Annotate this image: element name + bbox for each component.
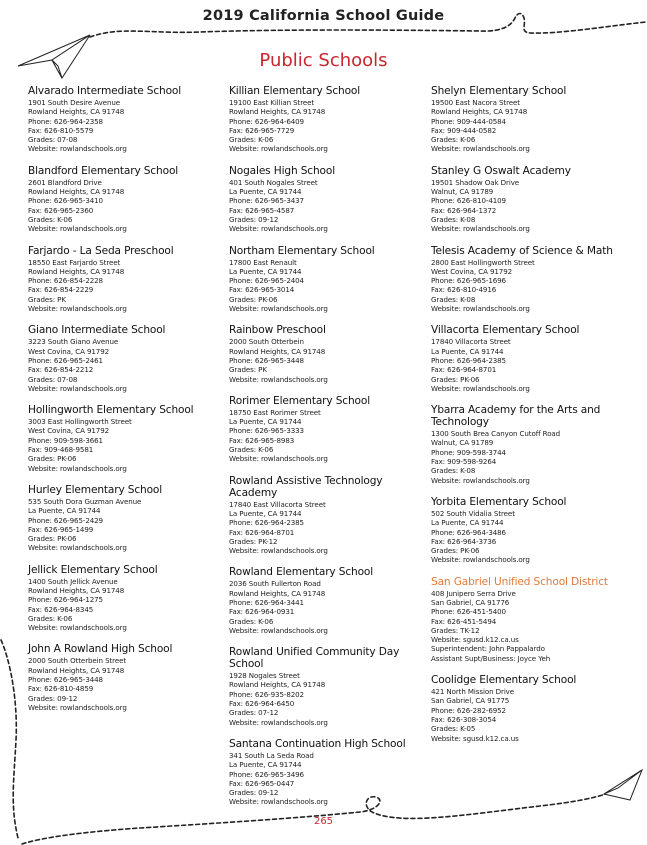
- school-detail-line: Phone: 626-965-2429: [28, 515, 103, 525]
- school-detail-line: 17840 Villacorta Street: [431, 337, 511, 347]
- school-name: Shelyn Elementary School: [431, 85, 567, 97]
- guide-title: 2019 California School Guide: [202, 8, 445, 24]
- school-detail-line: Phone: 626-965-3448: [28, 675, 103, 685]
- school-detail-line: Grades: 07-08: [28, 135, 78, 145]
- school-name: Jellick Elementary School: [28, 563, 158, 576]
- school-detail-line: San Gabriel, CA 91776: [431, 597, 510, 607]
- school-name: Rorimer Elementary School: [229, 394, 370, 407]
- school-detail-line: Fax: 626-964-1372: [431, 205, 497, 215]
- school-detail-line: 1928 Nogales Street: [229, 671, 300, 681]
- school-detail-line: Rowland Heights, CA 91748: [229, 346, 326, 356]
- school-detail-line: Website: rowlandschools.org: [431, 475, 530, 485]
- school-detail-line: Website: rowlandschools.org: [28, 383, 127, 393]
- school-detail-line: Website: rowlandschools.org: [229, 454, 328, 464]
- school-detail-line: 18750 East Rorimer Street: [229, 407, 321, 417]
- school-detail-line: Phone: 626-964-1275: [28, 595, 103, 605]
- school-detail-line: Website: rowlandschools.org: [28, 304, 127, 314]
- school-detail-line: 401 South Nogales Street: [229, 177, 318, 187]
- school-detail-line: Phone: 626-965-3333: [229, 426, 304, 436]
- school-detail-line: La Puente, CA 91744: [229, 508, 302, 518]
- school-name: Santana Continuation High School: [229, 737, 406, 750]
- school-name: Telesis Academy of Science & Math: [431, 244, 613, 257]
- school-detail-line: Walnut, CA 91789: [431, 438, 494, 448]
- school-detail-line: Phone: 626-964-3486: [431, 527, 506, 537]
- school-listing: [431, 674, 631, 743]
- school-detail-line: Fax: 626-965-4587: [229, 205, 295, 215]
- school-detail-line: Grades: PK-06: [28, 534, 77, 544]
- school-detail-line: Phone: 626-854-2228: [28, 276, 103, 286]
- school-detail-line: Website: rowlandschools.org: [28, 463, 127, 473]
- school-name: Nogales High School: [229, 164, 336, 177]
- school-detail-line: Grades: PK: [229, 365, 267, 375]
- school-detail-line: Fax: 626-964-3736: [431, 536, 497, 546]
- school-detail-line: Fax: 626-964-8701: [431, 365, 497, 375]
- school-detail-line: La Puente, CA 91744: [229, 417, 302, 427]
- school-detail-line: Website: rowlandschools.org: [28, 224, 127, 234]
- school-detail-line: Phone: 626-965-3496: [229, 769, 304, 779]
- school-detail-line: West Covina, CA 91792: [28, 346, 110, 356]
- school-detail-line: Website: rowlandschools.org: [229, 797, 328, 807]
- school-detail-line: 18550 East Farjardo Street: [28, 257, 121, 267]
- school-listing: [229, 738, 424, 807]
- school-detail-line: La Puente, CA 91744: [229, 760, 302, 770]
- school-detail-line: Fax: 626-965-0447: [229, 778, 295, 788]
- school-detail-line: Phone: 626-965-3448: [229, 355, 304, 365]
- school-detail-line: Fax: 626-965-3014: [229, 285, 295, 295]
- school-detail-line: Fax: 626-964-0931: [229, 607, 295, 617]
- school-column-2: [229, 85, 424, 818]
- school-detail-line: Phone: 909-598-3661: [28, 435, 103, 445]
- school-detail-line: Grades: K-05: [431, 724, 476, 734]
- school-detail-line: Fax: 626-965-1499: [28, 524, 94, 534]
- school-detail-line: Fax: 626-965-7729: [229, 125, 295, 135]
- school-detail-line: Phone: 909-444-0584: [431, 116, 506, 126]
- school-detail-line: 1901 South Desire Avenue: [28, 98, 121, 107]
- school-detail-line: Website: rowlandschools.org: [28, 543, 127, 553]
- school-detail-line: Phone: 626-282-6952: [431, 705, 506, 715]
- district-name: San Gabriel Unified School District: [431, 575, 608, 588]
- school-detail-line: Website: rowlandschools.org: [431, 144, 530, 154]
- school-detail-line: 1300 South Brea Canyon Cutoff Road: [431, 429, 561, 439]
- school-listing: [28, 245, 223, 314]
- school-listing: [229, 646, 424, 727]
- school-name: Rowland Unified Community Day School: [229, 646, 400, 671]
- school-name: Yorbita Elementary School: [431, 495, 567, 508]
- school-detail-line: Fax: 626-854-2229: [28, 285, 94, 295]
- school-detail-line: 3003 East Hollingworth Street: [28, 417, 132, 427]
- school-detail-line: Website: rowlandschools.org: [28, 623, 127, 633]
- school-detail-line: Fax: 626-451-5494: [431, 616, 497, 626]
- school-detail-line: Fax: 626-964-6450: [229, 699, 295, 709]
- school-detail-line: La Puente, CA 91744: [431, 518, 504, 528]
- school-listing: [28, 404, 223, 473]
- school-detail-line: Website: rowlandschools.org: [431, 304, 530, 314]
- school-detail-line: Phone: 626-935-8202: [229, 689, 304, 699]
- school-detail-line: Grades: PK-06: [431, 546, 480, 556]
- school-detail-line: Phone: 626-964-3441: [229, 597, 304, 607]
- school-detail-line: West Covina, CA 91792: [28, 426, 110, 436]
- school-name: Northam Elementary School: [229, 244, 375, 257]
- school-detail-line: Grades: PK-06: [28, 454, 77, 464]
- school-listing: [431, 324, 631, 393]
- school-detail-line: Website: rowlandschools.org: [431, 383, 530, 393]
- school-name: Rainbow Preschool: [229, 324, 326, 337]
- school-detail-line: Grades: 07-12: [229, 708, 279, 718]
- school-detail-line: Website: rowlandschools.org: [28, 702, 127, 712]
- school-detail-line: Rowland Heights, CA 91748: [28, 266, 125, 276]
- school-listing: [431, 496, 631, 565]
- school-detail-line: Rowland Heights, CA 91748: [229, 680, 326, 690]
- school-detail-line: Website: sgusd.k12.ca.us: [431, 635, 519, 645]
- school-detail-line: Grades: K-08: [431, 294, 476, 304]
- school-name: Farjardo - La Seda Preschool: [28, 244, 174, 257]
- school-name: Stanley G Oswalt Academy: [431, 164, 571, 177]
- school-detail-line: Website: rowlandschools.org: [431, 224, 530, 234]
- school-detail-line: Phone: 626-965-3410: [28, 196, 103, 206]
- school-listing: [28, 484, 223, 553]
- school-detail-line: Grades: PK-06: [431, 374, 480, 384]
- school-detail-line: Grades: K-06: [28, 613, 73, 623]
- school-detail-line: Rowland Heights, CA 91748: [28, 665, 125, 675]
- school-listing: [229, 475, 424, 556]
- school-detail-line: 2036 South Fullerton Road: [229, 579, 321, 589]
- school-detail-line: Walnut, CA 91789: [431, 187, 494, 197]
- school-detail-line: Website: rowlandschools.org: [229, 374, 328, 384]
- school-detail-line: Phone: 909-598-3744: [431, 447, 506, 457]
- school-name: Rowland Assistive Technology Academy: [229, 474, 383, 499]
- school-detail-line: Phone: 626-964-2385: [431, 355, 506, 365]
- school-detail-line: La Puente, CA 91744: [28, 506, 101, 516]
- school-listing: [229, 324, 424, 383]
- school-listing: [28, 165, 223, 234]
- school-detail-line: 3223 South Giano Avenue: [28, 337, 119, 347]
- school-detail-line: Grades: 09-12: [229, 214, 279, 224]
- school-detail-line: Fax: 909-598-9264: [431, 457, 497, 467]
- school-detail-line: Website: rowlandschools.org: [229, 717, 328, 727]
- school-detail-line: Website: rowlandschools.org: [28, 144, 127, 154]
- school-detail-line: Grades: 07-08: [28, 374, 78, 384]
- school-detail-line: Fax: 626-964-8345: [28, 604, 94, 614]
- school-listing: [229, 85, 424, 154]
- school-column-3: [431, 85, 631, 754]
- school-detail-line: 535 South Dora Guzman Avenue: [28, 496, 142, 506]
- school-detail-line: Fax: 626-810-5579: [28, 125, 94, 135]
- school-detail-line: Website: rowlandschools.org: [229, 304, 328, 314]
- school-name: Rowland Elementary School: [229, 566, 374, 579]
- school-detail-line: Fax: 626-964-8701: [229, 527, 295, 537]
- school-detail-line: 1400 South Jellick Avenue: [28, 576, 118, 586]
- school-detail-line: 19100 East Killian Street: [229, 98, 315, 107]
- school-name: Ybarra Academy for the Arts and Technology: [431, 404, 601, 429]
- school-listing: [28, 643, 223, 712]
- school-name: Killian Elementary School: [229, 85, 361, 97]
- school-detail-line: Grades: K-06: [229, 445, 274, 455]
- school-detail-line: Fax: 626-965-2360: [28, 205, 94, 215]
- school-detail-line: Fax: 909-468-9581: [28, 445, 94, 455]
- school-detail-line: Website: sgusd.k12.ca.us: [431, 733, 519, 743]
- school-detail-line: Rowland Heights, CA 91748: [229, 588, 326, 598]
- school-detail-line: Assistant Supt/Business: Joyce Yeh: [431, 653, 551, 663]
- school-listing: [431, 165, 631, 234]
- school-detail-line: Grades: PK: [28, 294, 66, 304]
- school-detail-line: 2000 South Otterbein Street: [28, 656, 127, 666]
- school-detail-line: Grades: K-06: [28, 214, 73, 224]
- school-detail-line: Phone: 626-965-3437: [229, 196, 304, 206]
- school-detail-line: Fax: 909-444-0582: [431, 125, 497, 135]
- school-detail-line: Fax: 626-854-2212: [28, 365, 94, 375]
- school-detail-line: Grades: K-08: [431, 466, 476, 476]
- school-detail-line: La Puente, CA 91744: [431, 346, 504, 356]
- school-detail-line: Website: rowlandschools.org: [229, 144, 328, 154]
- school-detail-line: 2000 South Otterbein: [229, 337, 304, 347]
- school-detail-line: Grades: 09-12: [28, 693, 78, 703]
- school-detail-line: Phone: 626-810-4109: [431, 196, 506, 206]
- school-detail-line: Grades: K-08: [431, 214, 476, 224]
- school-detail-line: Phone: 626-965-1696: [431, 276, 506, 286]
- school-detail-line: Grades: K-06: [229, 135, 274, 145]
- school-detail-line: San Gabriel, CA 91775: [431, 696, 510, 706]
- school-detail-line: Fax: 626-308-3054: [431, 714, 497, 724]
- school-detail-line: La Puente, CA 91744: [229, 266, 302, 276]
- school-detail-line: Phone: 626-965-2404: [229, 276, 304, 286]
- school-detail-line: Rowland Heights, CA 91748: [28, 187, 125, 197]
- school-name: Hollingworth Elementary School: [28, 404, 194, 417]
- school-detail-line: 2800 East Hollingworth Street: [431, 257, 535, 267]
- school-detail-line: Grades: K-06: [229, 616, 274, 626]
- school-name: Villacorta Elementary School: [431, 324, 580, 337]
- school-detail-line: 502 South Vidalia Street: [431, 508, 515, 518]
- school-name: Giano Intermediate School: [28, 324, 166, 337]
- school-detail-line: Rowland Heights, CA 91748: [28, 107, 125, 117]
- school-name: John A Rowland High School: [28, 643, 173, 656]
- school-detail-line: Website: rowlandschools.org: [229, 625, 328, 635]
- school-detail-line: Fax: 626-810-4859: [28, 684, 94, 694]
- school-detail-line: Rowland Heights, CA 91748: [431, 107, 528, 117]
- school-name: Hurley Elementary School: [28, 483, 163, 496]
- school-detail-line: Website: rowlandschools.org: [431, 555, 530, 565]
- school-detail-line: Website: rowlandschools.org: [229, 546, 328, 556]
- school-detail-line: Grades: PK-12: [229, 536, 278, 546]
- school-name: Blandford Elementary School: [28, 164, 179, 177]
- school-listing: [229, 245, 424, 314]
- school-detail-line: 19500 East Nacora Street: [431, 98, 520, 107]
- school-listing: [431, 85, 631, 154]
- school-detail-line: 19501 Shadow Oak Drive: [431, 177, 520, 187]
- school-detail-line: Rowland Heights, CA 91748: [229, 107, 326, 117]
- school-detail-line: Phone: 626-964-2358: [28, 116, 103, 126]
- school-detail-line: 2601 Blandford Drive: [28, 177, 102, 187]
- school-detail-line: Phone: 626-964-6409: [229, 116, 304, 126]
- school-detail-line: Grades: K-06: [431, 135, 476, 145]
- school-detail-line: Website: rowlandschools.org: [229, 224, 328, 234]
- section-title: Public Schools: [259, 50, 388, 71]
- school-listing: [431, 576, 631, 663]
- school-listing: [229, 165, 424, 234]
- school-listing: [431, 245, 631, 314]
- school-listing: [229, 395, 424, 464]
- school-detail-line: 341 South La Seda Road: [229, 750, 314, 760]
- school-detail-line: Superintendent: John Pappalardo: [431, 644, 545, 654]
- school-detail-line: Grades: PK-06: [229, 294, 278, 304]
- school-detail-line: 421 North Mission Drive: [431, 687, 515, 697]
- school-detail-line: Grades: 09-12: [229, 788, 279, 798]
- school-detail-line: Phone: 626-964-2385: [229, 518, 304, 528]
- school-listing: [431, 404, 631, 485]
- school-name: Alvarado Intermediate School: [28, 85, 182, 97]
- school-listing: [229, 566, 424, 635]
- school-listing: [28, 324, 223, 393]
- paper-airplane-icon: [604, 770, 642, 800]
- page-number: 265: [313, 816, 334, 827]
- school-detail-line: West Covina, CA 91792: [431, 266, 513, 276]
- school-detail-line: Phone: 626-965-2461: [28, 355, 103, 365]
- school-detail-line: Fax: 626-965-8983: [229, 435, 295, 445]
- school-detail-line: 17840 East Villacorta Street: [229, 499, 326, 509]
- school-listing: [28, 85, 223, 154]
- school-detail-line: Grades: TK-12: [431, 625, 480, 635]
- school-detail-line: Phone: 626-451-5400: [431, 607, 506, 617]
- school-detail-line: Fax: 626-810-4916: [431, 285, 497, 295]
- school-listing: [28, 564, 223, 633]
- school-detail-line: 17800 East Renault: [229, 257, 297, 267]
- school-column-1: [28, 85, 223, 723]
- school-name: Coolidge Elementary School: [431, 674, 577, 687]
- school-detail-line: 408 Junipero Serra Drive: [431, 588, 516, 598]
- school-detail-line: Rowland Heights, CA 91748: [28, 585, 125, 595]
- school-detail-line: La Puente, CA 91744: [229, 187, 302, 197]
